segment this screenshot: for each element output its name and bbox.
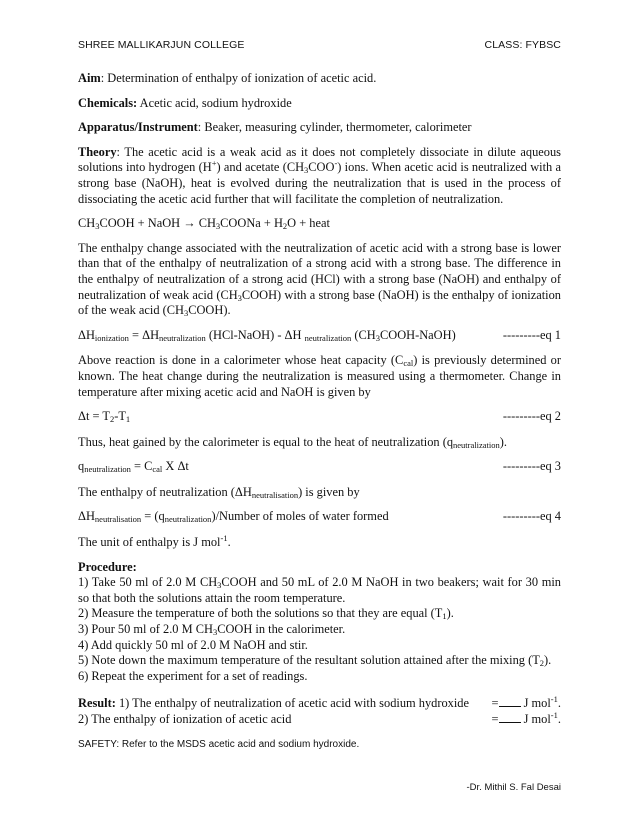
aim-label: Aim <box>78 71 101 85</box>
procedure-step-6: 6) Repeat the experiment for a set of readings. <box>78 668 308 683</box>
result-blank-1 <box>499 696 521 707</box>
unit-line: The unit of enthalpy is J mol$^{-1}$. <box>78 533 231 550</box>
reaction-equation: $CH_3COOH$ + NaOH → $CH_3COONa + H_2O$ + heat <box>78 216 330 232</box>
heat-gained-paragraph: Thus, heat gained by the calorimeter is equal to the heat of neutralization $(q_{neutralization})$. <box>78 434 507 450</box>
author-footer: -Dr. Mithil S. Fal Desai <box>466 782 561 793</box>
theory-label: Theory <box>78 144 117 159</box>
header-college: SHREE MALLIKARJUN COLLEGE <box>78 39 245 51</box>
equation-1: $\Delta H_{ionization} = \Delta H_{neutralization}$ (HCl-NaOH) - ΔH $_{neutralization}$ $(CH_3COOH-NaOH)$ ---------eq 1 <box>78 327 561 343</box>
procedure-label: Procedure: <box>78 559 137 574</box>
procedure-section <box>78 560 561 685</box>
procedure-step-4: 4) Add quickly 50 ml of 2.0 M NaOH and stir. <box>78 637 308 652</box>
chemicals-line: Chemicals: Acetic acid, sodium hydroxide <box>78 95 292 110</box>
result-label: Result: <box>78 696 116 711</box>
aim-line: Aim: Determination of enthalpy of ionization of acetic acid. <box>78 71 377 85</box>
equation-2-tag: ---------eq 2 <box>502 409 561 424</box>
header-class: CLASS: FYBSC <box>484 39 561 51</box>
result-row-2: 2) The enthalpy of ionization of acetic acid = J mol$^{-1}$. <box>78 710 561 726</box>
equation-3-tag: ---------eq 3 <box>502 459 561 474</box>
theory-paragraph: Theory: The acetic acid is a weak acid as it does not completely dissociate in dilute aqueous solutions into hydrogen (H+) and acetate $(CH_3COO^-)$ ions. When acetic acid is neutralized with a strong base (NaOH), heat is evolved during the neutralization that is used in the process of dissociating the acetic acid further that will facilitate the completion of neutralization. <box>78 144 561 206</box>
equation-2: $\Delta t = T_2-T_1$ ---------eq 2 <box>78 409 561 425</box>
enthalpy-neutralization-paragraph: The enthalpy of neutralization $(\Delta H_{neutralisation})$ is given by <box>78 484 360 500</box>
apparatus-label: Apparatus/Instrument <box>78 120 198 135</box>
result-row-1: Result: 1) The enthalpy of neutralization of acetic acid with sodium hydroxide = J mol$^{-1}$. <box>78 694 561 711</box>
procedure-step-1: 1) Take 50 ml of 2.0 M $CH_3COOH$ and 50 mL of 2.0 M NaOH in two beakers; wait for 30 min so that both the solutions attain the room temperature. <box>78 575 561 605</box>
equation-4-tag: ---------eq 4 <box>502 509 561 524</box>
result-blank-2 <box>499 712 521 723</box>
equation-1-tag: ---------eq 1 <box>502 327 561 342</box>
procedure-step-2: 2) Measure the temperature of both the solutions so that they are equal $(T_1)$. <box>78 606 454 622</box>
safety-note: SAFETY: Refer to the MSDS acetic acid and sodium hydroxide. <box>78 739 360 750</box>
calorimeter-paragraph: Above reaction is done in a calorimeter whose heat capacity $(C_{cal})$ is previously determined or known. The heat change during the neutralization is measured using a thermometer. Change in temperature after mixing acetic acid and NaOH is given by <box>78 353 561 399</box>
procedure-step-5: 5) Note down the maximum temperature of the resultant solution attained after the mixing $(T_2)$. <box>78 653 552 669</box>
apparatus-line: Apparatus/Instrument: Beaker, measuring cylinder, thermometer, calorimeter <box>78 120 472 135</box>
equation-4: $\Delta H_{neutralisation}$ = $(q_{neutralization})$/Number of moles of water formed ---------eq 4 <box>78 509 561 525</box>
result-section <box>78 696 561 727</box>
procedure-step-3: 3) Pour 50 ml of 2.0 M $CH_3COOH$ in the calorimeter. <box>78 622 346 638</box>
document-body <box>78 71 561 728</box>
theory-paragraph-2: The enthalpy change associated with the neutralization of acetic acid with a strong base is lower than that of the enthalpy of neutralization of a strong acid with a strong base. The difference in the enthalpy of neutralization of a strong acid (HCl) with a strong base (NaOH) and enthalpy of neutralization of weak acid $(CH_3COOH)$ with a strong base (NaOH) is the enthalpy of ionization of the weak acid $(CH_3COOH)$. <box>78 240 561 319</box>
equation-3: $q_{neutralization} = C_{cal}$ X Δt ---------eq 3 <box>78 459 561 475</box>
chemicals-label: Chemicals: <box>78 95 138 110</box>
